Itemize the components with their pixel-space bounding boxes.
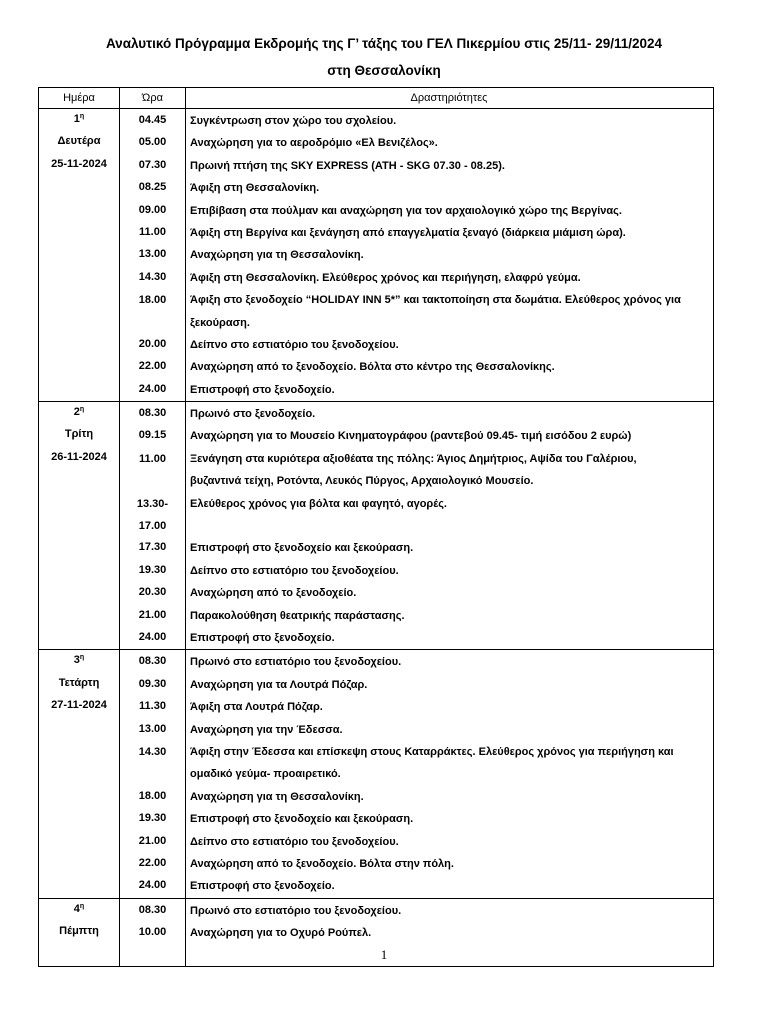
header-activities: Δραστηριότητες: [410, 92, 488, 104]
entry-activity: Ξενάγηση στα κυριότερα αξιοθέατα της πόλης: Άγιος Δημήτριος, Αψίδα του Γαλέριου, βυζαντινά τείχη, Ροτόντα, Λευκός Πύργος, Αρχαιολογικό Μουσείο.: [190, 452, 637, 488]
day-schedule-cell: [120, 109, 714, 402]
day-row: [39, 402, 714, 650]
day-number-value: 3: [73, 654, 80, 667]
entry-activity: Επιστροφή στο ξενοδοχείο.: [190, 383, 335, 396]
entry-time: 08.30: [138, 903, 167, 916]
entry-activity: Πρωινή πτήση της SKY EXPRESS (ATH - SKG 07.30 - 08.25).: [190, 159, 505, 172]
entry-time: 20.30: [138, 586, 167, 599]
entry-activity: Επιστροφή στο ξενοδοχείο και ξεκούραση.: [190, 542, 414, 555]
entry-time: 08.25: [138, 181, 167, 194]
schedule-entry: [120, 537, 713, 559]
schedule-entry: [120, 110, 713, 132]
entry-activity: Αναχώρηση από το ξενοδοχείο. Βόλτα στην πόλη.: [190, 857, 454, 870]
entry-time: 13.30- 17.00: [136, 497, 169, 533]
schedule-entry: [120, 425, 713, 447]
entry-activity: Άφιξη στη Θεσσαλονίκη. Ελεύθερος χρόνος και περιήγηση, ελαφρύ γεύμα.: [190, 271, 581, 284]
schedule-entry: [120, 900, 713, 922]
entry-time: 22.00: [138, 360, 167, 373]
day-row: [39, 650, 714, 898]
day-number: [39, 109, 119, 131]
entry-time: 24.00: [138, 879, 167, 892]
entry-activity: Αναχώρηση από το ξενοδοχείο.: [190, 587, 357, 600]
entry-activity: Άφιξη στο ξενοδοχείο “HOLIDAY INN 5*” και τακτοποίηση στα δωμάτια. Ελεύθερος χρόνος για ξεκούραση.: [190, 294, 681, 329]
day-number: [39, 402, 119, 424]
entry-time: 13.00: [138, 248, 167, 261]
entry-activity: Επιβίβαση στα πούλμαν και αναχώρηση για τον αρχαιολογικό χώρο της Βεργίνας.: [190, 204, 622, 217]
schedule-entry: [120, 244, 713, 266]
schedule-entry: [120, 674, 713, 696]
schedule-entry: [120, 786, 713, 808]
entry-activity: Άφιξη στα Λουτρά Πόζαρ.: [190, 701, 323, 714]
entry-activity: Αναχώρηση για το Μουσείο Κινηματογράφου (ραντεβού 09.45- τιμή εισόδου 2 ευρώ): [190, 430, 632, 443]
entry-time: 04.45: [138, 114, 167, 126]
header-time: Ώρα: [142, 92, 163, 104]
entry-time: 09.00: [138, 203, 167, 216]
schedule-entry: [120, 289, 713, 334]
schedule-entry: [120, 831, 713, 853]
day-number-suffix: η: [79, 902, 85, 910]
day-name: Πέμπτη: [59, 925, 99, 938]
entry-time: 08.30: [138, 407, 167, 420]
entry-activity: Άφιξη στη Θεσσαλονίκη.: [190, 182, 320, 195]
schedule-entry: [120, 627, 713, 649]
entry-time: 11.30: [139, 700, 166, 713]
entry-time: 24.00: [138, 631, 167, 644]
entry-activity: Αναχώρηση για την Έδεσσα.: [190, 723, 343, 736]
entry-activity: Δείπνο στο εστιατόριο του ξενοδοχείου.: [190, 564, 399, 577]
entry-time: 09.30: [138, 677, 167, 690]
schedule-entry: [120, 200, 713, 222]
entry-time: 10.00: [138, 926, 167, 939]
entry-time: 14.30: [138, 270, 167, 283]
day-cell: [39, 402, 120, 650]
day-number: [39, 650, 119, 672]
entry-activity: Παρακολούθηση θεατρικής παράστασης.: [190, 609, 405, 622]
table-header-row: [39, 88, 714, 109]
entry-time: 11.00: [139, 452, 166, 465]
day-date: 27-11-2024: [51, 699, 107, 712]
entry-activity: Αναχώρηση από το ξενοδοχείο. Βόλτα στο κέντρο της Θεσσαλονίκης.: [190, 361, 555, 374]
entry-activity: Αναχώρηση για τη Θεσσαλονίκη.: [190, 790, 364, 803]
day-number-value: 1: [73, 113, 80, 125]
day-number-value: 2: [73, 406, 80, 419]
entry-time: 13.00: [138, 722, 167, 735]
entry-activity: Ελεύθερος χρόνος για βόλτα και φαγητό, αγορές.: [190, 497, 447, 510]
entry-time: 05.00: [138, 136, 167, 149]
day-number-suffix: η: [79, 113, 85, 120]
header-day: Ημέρα: [39, 88, 120, 109]
header-time-activities: [120, 88, 714, 109]
entry-activity: Αναχώρηση για το αεροδρόμιο «Ελ Βενιζέλος».: [190, 137, 438, 150]
schedule-entry: [120, 719, 713, 741]
entry-time: 21.00: [138, 608, 167, 621]
schedule-entry: [120, 582, 713, 604]
document-title: Αναλυτικό Πρόγραμμα Εκδρομής της Γ’ τάξης του ΓΕΛ Πικερμίου στις 25/11- 29/11/2024: [105, 36, 663, 51]
entry-activity: Συγκέντρωση στον χώρο του σχολείου.: [190, 115, 397, 127]
entry-time: 18.00: [138, 294, 167, 307]
entry-activity: Αναχώρηση για τα Λουτρά Πόζαρ.: [190, 678, 368, 691]
day-number-suffix: η: [79, 406, 85, 414]
entry-time: 08.30: [138, 655, 167, 668]
entry-activity: Επιστροφή στο ξενοδοχείο και ξεκούραση.: [190, 813, 414, 826]
schedule-entry: [120, 741, 713, 786]
schedule-entry: [120, 448, 713, 493]
entry-activity: Επιστροφή στο ξενοδοχείο.: [190, 632, 335, 645]
day-cell: [39, 109, 120, 402]
entry-time: 11.00: [139, 225, 166, 238]
entry-activity: Δείπνο στο εστιατόριο του ξενοδοχείου.: [190, 835, 399, 848]
entry-time: 18.00: [138, 789, 167, 802]
schedule-entry: [120, 356, 713, 378]
entry-time: 17.30: [138, 541, 167, 554]
day-name: Δευτέρα: [57, 135, 101, 148]
day-number: [39, 899, 119, 921]
entry-activity: Αναχώρηση για τη Θεσσαλονίκη.: [190, 249, 364, 262]
day-number-suffix: η: [79, 654, 85, 662]
entry-time: 07.30: [138, 158, 167, 171]
schedule-entry: [120, 853, 713, 875]
schedule-entry: [120, 403, 713, 425]
entry-activity: Πρωινό στο εστιατόριο του ξενοδοχείου.: [190, 656, 402, 669]
entry-activity: Πρωινό στο ξενοδοχείο.: [190, 408, 316, 421]
schedule-entry: [120, 222, 713, 244]
entry-activity: Άφιξη στη Βεργίνα και ξενάγηση από επαγγελματία ξεναγό (διάρκεια μιάμιση ώρα).: [190, 226, 626, 239]
page-number: 1: [380, 947, 388, 962]
schedule-entry: [120, 922, 713, 944]
schedule-entry: [120, 379, 713, 401]
day-row: [39, 109, 714, 402]
entry-time: 19.30: [138, 563, 167, 576]
entry-time: 24.00: [138, 382, 167, 395]
schedule-entry: [120, 696, 713, 718]
entry-time: 20.00: [138, 337, 167, 350]
entry-activity: Πρωινό στο εστιατόριο του ξενοδοχείου.: [190, 904, 402, 917]
entry-time: 19.30: [138, 812, 167, 825]
schedule-entry: [120, 267, 713, 289]
schedule-table: [38, 87, 714, 967]
schedule-entry: [120, 808, 713, 830]
day-schedule-cell: [120, 402, 714, 650]
entry-activity: Αναχώρηση για το Οχυρό Ρούπελ.: [190, 927, 372, 940]
schedule-entry: [120, 875, 713, 897]
entry-time: 22.00: [138, 856, 167, 869]
entry-activity: Δείπνο στο εστιατόριο του ξενοδοχείου.: [190, 338, 399, 351]
entry-activity: Επιστροφή στο ξενοδοχείο.: [190, 880, 335, 893]
day-schedule-cell: [120, 650, 714, 898]
document-subtitle: στη Θεσσαλονίκη: [327, 63, 441, 78]
schedule-entry: [120, 560, 713, 582]
day-number-value: 4: [73, 902, 80, 915]
entry-activity: Άφιξη στην Έδεσσα και επίσκεψη στους Καταρράκτες. Ελεύθερος χρόνος για περιήγηση και ομαδικό γεύμα- προαιρετικό.: [190, 745, 674, 781]
day-date: 26-11-2024: [51, 450, 107, 463]
day-cell: [39, 650, 120, 898]
entry-time: 21.00: [138, 834, 167, 847]
schedule-entry: [120, 493, 713, 538]
schedule-entry: [120, 155, 713, 177]
day-name: Τετάρτη: [58, 676, 100, 689]
schedule-entry: [120, 132, 713, 154]
schedule-entry: [120, 605, 713, 627]
schedule-entry: [120, 177, 713, 199]
day-date: 25-11-2024: [51, 157, 107, 170]
schedule-entry: [120, 334, 713, 356]
entry-time: 14.30: [138, 745, 167, 758]
schedule-entry: [120, 651, 713, 673]
entry-time: 09.15: [138, 429, 167, 442]
day-name: Τρίτη: [64, 428, 94, 441]
